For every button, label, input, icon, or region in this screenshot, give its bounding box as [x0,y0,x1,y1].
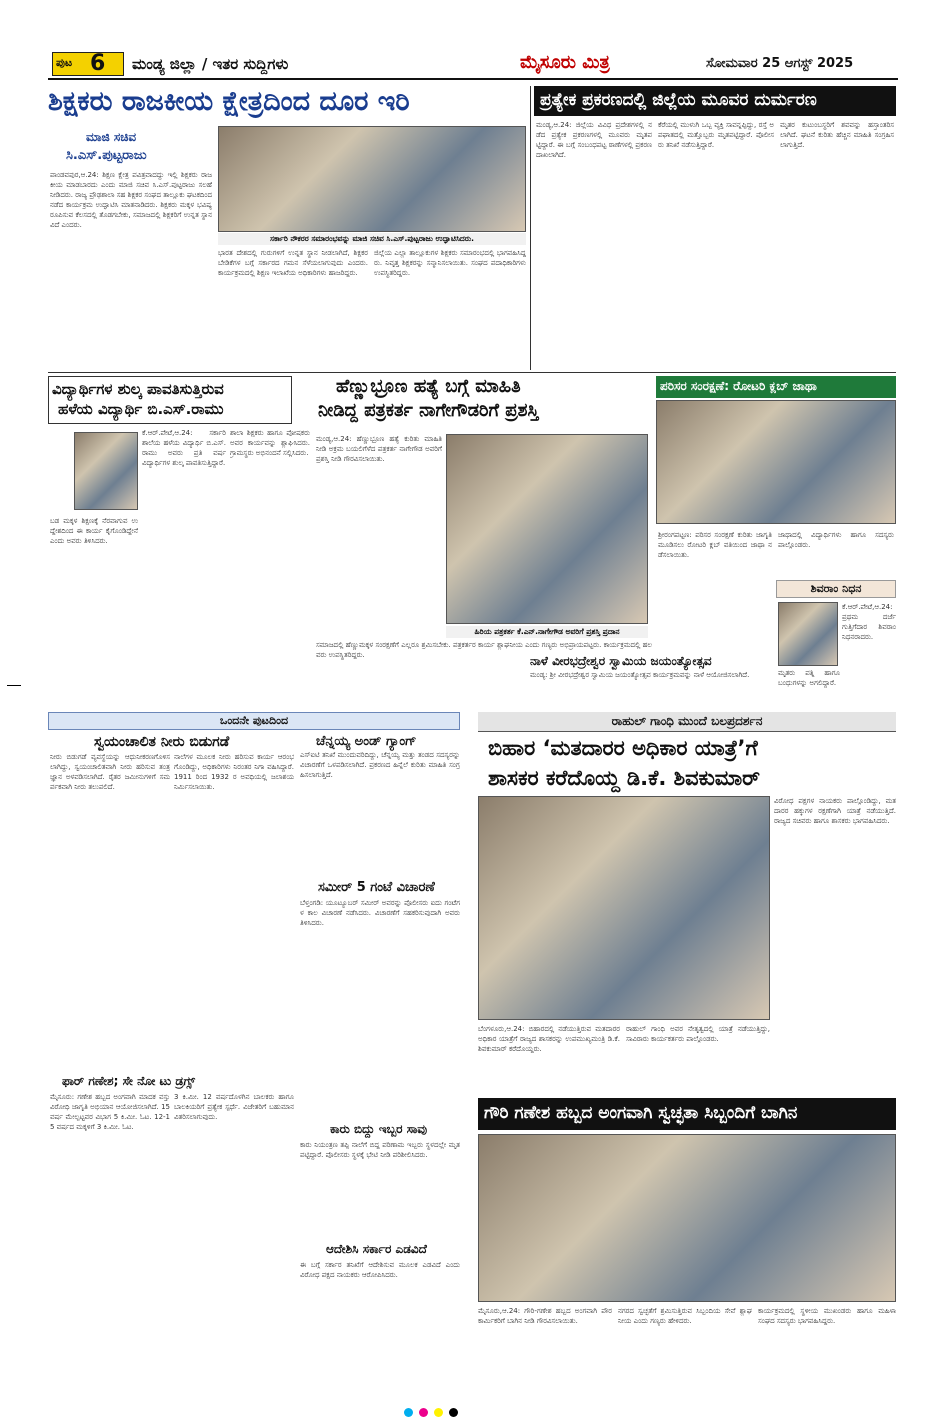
column-rule [530,86,531,370]
award-body: ಸಮಾಜದಲ್ಲಿ ಹೆಣ್ಣುಮಕ್ಕಳ ಸಂರಕ್ಷಣೆಗೆ ಎಲ್ಲರೂ ಶ್ರಮಿಸಬೇಕು. ಪತ್ರಕರ್ತರ ಕಾರ್ಯ ಶ್ಲಾಘನೀಯ ಎಂದು ಗಣ್ಯರು ಅಭಿಪ್ರಾಯಪಟ್ಟರು. ಕಾರ್ಯಕ್ರಮದಲ್ಲಿ ಹಲವರು ಉಪಸ್ಥಿತರಿದ್ದರು. [316,641,652,659]
alumni-col-3: ಶಾಲಾ ಶಿಕ್ಷಕರು ಹಾಗೂ ಪೋಷಕರು ಅವರ ಕಾರ್ಯವನ್ನು ಶ್ಲಾಘಿಸಿದರು. ಗ್ರಾಮಸ್ಥರು ಅಭಿನಂದನೆ ಸಲ್ಲಿಸಿದರು. [230,429,310,457]
rotary-col-1: ಶ್ರೀರಂಗಪಟ್ಟಣ: ಪರಿಸರ ಸಂರಕ್ಷಣೆ ಕುರಿತು ಜಾಗೃತಿ ಮೂಡಿಸಲು ರೋಟರಿ ಕ್ಲಬ್ ವತಿಯಿಂದ ಜಾಥಾ ನಡೆಸಲಾಯಿತು. [658,531,772,559]
jayanti-headline: ನಾಳೆ ವೀರಭದ್ರೇಶ್ವರ ಸ್ವಾಮಿಯ ಜಯಂತ್ಯೋತ್ಸವ [530,654,712,668]
alumni-headline-2: ಹಳೆಯ ವಿದ್ಯಾರ್ಥಿ ಬಿ.ಎಸ್.ರಾಮು [58,400,224,418]
masthead: ಮೈಸೂರು ಮಿತ್ರ [520,52,610,73]
rahul-col-3: ರಾಹುಲ್ ಗಾಂಧಿ ಅವರ ನೇತೃತ್ವದಲ್ಲಿ ಯಾತ್ರೆ ನಡೆಯುತ್ತಿದ್ದು, ಸಾವಿರಾರು ಕಾರ್ಯಕರ್ತರು ಪಾಲ್ಗೊಂಡರು. [626,1025,770,1043]
drugs-col-1: ಮೈಸೂರು: ಗಣೇಶ ಹಬ್ಬದ ಅಂಗವಾಗಿ ಮಾದಕ ವಸ್ತು ವಿರೋಧಿ ಜಾಗೃತಿ ಅಭಿಯಾನ ಆಯೋಜಿಸಲಾಗಿದೆ. 15 ವರ್ಷ ಮೇಲ್ಪಟ್ಟವರ ವಿಭಾಗ 5 ಕಿ.ಮೀ. ಓಟ. 12-15 ವರ್ಷದ ಮಕ್ಕಳಿಗೆ 3 ಕಿ.ಮೀ. ಓಟ. [50,1093,170,1131]
alumni-col-2: ಬಡ ಮಕ್ಕಳ ಶಿಕ್ಷಣಕ್ಕೆ ನೆರವಾಗುವ ಉದ್ದೇಶದಿಂದ ಈ ಕಾರ್ಯ ಕೈಗೊಂಡಿದ್ದೇನೆ ಎಂದು ಅವರು ತಿಳಿಸಿದರು. [50,517,138,545]
issue-date: ಸೋಮವಾರ 25 ಆಗಸ್ಟ್ 2025 [706,56,854,71]
award-photo [446,434,648,624]
sameer-body: ಬೆಳ್ತಂಗಡಿ: ಯೂಟ್ಯೂಬರ್ ಸಮೀರ್ ಅವರನ್ನು ಪೊಲೀಸರು ಐದು ಗಂಟೆಗಳ ಕಾಲ ವಿಚಾರಣೆ ನಡೆಸಿದರು. ವಿಚಾರಣೆಗೆ ಸಹಕರಿಸುವುದಾಗಿ ಅವರು ತಿಳಿಸಿದರು. [300,899,460,927]
color-dot [404,1408,413,1417]
drugs-headline: ಫಾರ್ ಗಣೇಶ; ಸೇ ನೋ ಟು ಡ್ರಗ್ಸ್ [62,1074,196,1088]
lead-body-col-1: ಪಾಂಡವಪುರ,ಆ.24: ಶಿಕ್ಷಣ ಕ್ಷೇತ್ರ ಪವಿತ್ರವಾದದ್ದು ಇಲ್ಲಿ ಶಿಕ್ಷಕರು ರಾಜಕೀಯ ಮಾಡಬಾರದು ಎಂದು ಮಾಜಿ ಸಚಿವ ಸಿ.ಎಸ್.ಪುಟ್ಟರಾಜು ಸಲಹೆ ನೀಡಿದರು. ರಾಜ್ಯ ಪ್ರೌಢಶಾಲಾ ಸಹ ಶಿಕ್ಷಕರ ಸಂಘದ ತಾಲ್ಲೂಕು ಘಟಕದಿಂದ ನಡೆದ ಕಾರ್ಯಕ್ರಮ ಉದ್ಘಾಟಿಸಿ ಮಾತನಾಡಿದರು. ಶಿಕ್ಷಕರು ಮಕ್ಕಳ ಭವಿಷ್ಯ ರೂಪಿಸುವ ಕೆಲಸದಲ್ಲಿ ತೊಡಗಬೇಕು, ಸಮಾಜದಲ್ಲಿ ಶಿಕ್ಷಕರಿಗೆ ಉನ್ನತ ಸ್ಥಾನವಿದೆ ಎಂದರು. [50,171,212,229]
drugs-col-2: 3 ಕಿ.ಮೀ. 12 ವರ್ಷದೊಳಗಿನ ಬಾಲಕರು ಹಾಗೂ ಬಾಲಕಿಯರಿಗೆ ಪ್ರತ್ಯೇಕ ಸ್ಪರ್ಧೆ. ವಿಜೇತರಿಗೆ ಬಹುಮಾನ ವಿತರಿಸಲಾಗುವುದು. [174,1093,294,1121]
jayanti-body: ಮಂಡ್ಯ: ಶ್ರೀ ವೀರಭದ್ರೇಶ್ವರ ಸ್ವಾಮಿಯ ಜಯಂತ್ಯೋತ್ಸವ ಕಾರ್ಯಕ್ರಮವನ್ನು ನಾಳೆ ಆಯೋಜಿಸಲಾಗಿದೆ. [530,671,750,679]
gowri-photo [478,1134,896,1302]
obit-photo [778,602,838,666]
rahul-col-2: ಬೆಂಗಳೂರು,ಆ.24: ಬಿಹಾರದಲ್ಲಿ ನಡೆಯುತ್ತಿರುವ ಮತದಾರರ ಅಧಿಕಾರ ಯಾತ್ರೆಗೆ ರಾಜ್ಯದ ಶಾಸಕರನ್ನು ಉಪಮುಖ್ಯಮಂತ್ರಿ ಡಿ.ಕೆ.ಶಿವಕುಮಾರ್ ಕರೆದೊಯ್ದರು. [478,1025,620,1053]
award-headline-1: ಹೆಣ್ಣುಭ್ರೂಣ ಹತ್ಯೆ ಬಗ್ಗೆ ಮಾಹಿತಿ [336,376,521,397]
obit-body-1: ಕೆ.ಆರ್.ಪೇಟೆ,ಆ.24: ಪ್ರಥಮ ದರ್ಜೆ ಗುತ್ತಿಗೆದಾರ ಶಿವರಾಂ ನಿಧನರಾದರು. [842,603,896,641]
rotary-col-2: ಜಾಥಾದಲ್ಲಿ ವಿದ್ಯಾರ್ಥಿಗಳು ಹಾಗೂ ಸದಸ್ಯರು ಪಾಲ್ಗೊಂಡರು. [778,531,894,549]
page-label: ಪುಟ [56,56,73,69]
lead-kicker: ಮಾಜಿ ಸಚಿವ [86,130,137,144]
horizontal-rule [48,372,896,373]
rahul-headline-1: ಬಿಹಾರ ‘ಮತದಾರರ ಅಧಿಕಾರ ಯಾತ್ರೆ’ಗೆ [488,736,758,760]
lead-headline: ಶಿಕ್ಷಕರು ರಾಜಕೀಯ ಕ್ಷೇತ್ರದಿಂದ ದೂರ ಇರಿ [48,86,410,117]
accident-col-3: ಮೃತರ ಕುಟುಂಬಸ್ಥರಿಗೆ ಶವವನ್ನು ಹಸ್ತಾಂತರಿಸಲಾಗಿದೆ. ಘಟನೆ ಕುರಿತು ಹೆಚ್ಚಿನ ಮಾಹಿತಿ ಸಂಗ್ರಹಿಸಲಾಗುತ್ತಿದೆ. [780,121,894,149]
alumni-photo [74,432,138,510]
car-accident-headline: ಕಾರು ಬಿದ್ದು ಇಬ್ಬರ ಸಾವು [330,1122,428,1136]
water-headline: ಸ್ವಯಂಚಾಲಿತ ನೀರು ಬಿಡುಗಡೆ [94,734,230,750]
lead-byline: ಸಿ.ಎಸ್.ಪುಟ್ಟರಾಜು [66,148,147,163]
section-title: ಮಂಡ್ಯ ಜಿಲ್ಲಾ / ಇತರ ಸುದ್ದಿಗಳು [132,55,289,73]
crop-mark [7,685,21,686]
govt-body: ಈ ಬಗ್ಗೆ ಸರ್ಕಾರ ತನಿಖೆಗೆ ಆದೇಶಿಸುವ ಮೂಲಕ ಎಡವಿದೆ ಎಂದು ವಿರೋಧ ಪಕ್ಷದ ನಾಯಕರು ಆರೋಪಿಸಿದರು. [300,1261,460,1279]
gowri-col-2: ನಗರದ ಸ್ವಚ್ಛತೆಗೆ ಶ್ರಮಿಸುತ್ತಿರುವ ಸಿಬ್ಬಂದಿಯ ಸೇವೆ ಶ್ಲಾಘನೀಯ ಎಂದು ಗಣ್ಯರು ಹೇಳಿದರು. [618,1307,752,1325]
color-dot [419,1408,428,1417]
obit-body-2: ಮೃತರು ಪತ್ನಿ ಹಾಗೂ ಬಂಧುಗಳನ್ನು ಅಗಲಿದ್ದಾರೆ. [778,669,840,687]
accident-col-1: ಮಂಡ್ಯ,ಆ.24: ಜಿಲ್ಲೆಯ ವಿವಿಧ ಪ್ರದೇಶಗಳಲ್ಲಿ ನಡೆದ ಪ್ರತ್ಯೇಕ ಪ್ರಕರಣಗಳಲ್ಲಿ ಮೂವರು ಮೃತಪಟ್ಟಿದ್ದಾರೆ. ಈ ಬಗ್ಗೆ ಸಂಬಂಧಪಟ್ಟ ಠಾಣೆಗಳಲ್ಲಿ ಪ್ರಕರಣ ದಾಖಲಾಗಿದೆ. [536,121,652,159]
car-accident-body: ಕಾರು ನಿಯಂತ್ರಣ ತಪ್ಪಿ ನಾಲೆಗೆ ಬಿದ್ದ ಪರಿಣಾಮ ಇಬ್ಬರು ಸ್ಥಳದಲ್ಲೇ ಮೃತಪಟ್ಟಿದ್ದಾರೆ. ಪೊಲೀಸರು ಸ್ಥಳಕ್ಕೆ ಭೇಟಿ ನೀಡಿ ಪರಿಶೀಲಿಸಿದರು. [300,1141,460,1159]
gowri-headline: ಗೌರಿ ಗಣೇಶ ಹಬ್ಬದ ಅಂಗವಾಗಿ ಸ್ವಚ್ಛತಾ ಸಿಬ್ಬಂದಿಗೆ ಬಾಗಿನ [478,1098,896,1130]
rahul-kicker: ರಾಹುಲ್ ಗಾಂಧಿ ಮುಂದೆ ಬಲಪ್ರದರ್ಶನ [478,712,896,732]
lead-photo [218,126,526,232]
page-number: 6 [90,51,106,76]
color-dot [449,1408,458,1417]
rotary-photo [656,400,896,524]
water-col-2: ನಾಲೆಗಳ ಮೂಲಕ ನೀರು ಹರಿಸುವ ಕಾರ್ಯ ಆರಂಭಗೊಂಡಿದ್ದು, ಅಧಿಕಾರಿಗಳು ನಿರಂತರ ನಿಗಾ ವಹಿಸಿದ್ದಾರೆ. 1911 ರಿಂದ 1932 ರ ಅವಧಿಯಲ್ಲಿ ಜಲಾಶಯ ನಿರ್ಮಿಸಲಾಯಿತು. [174,753,294,791]
award-caption: ಹಿರಿಯ ಪತ್ರಕರ್ತ ಕೆ.ಎನ್.ನಾಗೇಗೌಡ ಅವರಿಗೆ ಪ್ರಶಸ್ತಿ ಪ್ರದಾನ [446,626,648,638]
alumni-headline-1: ವಿದ್ಯಾರ್ಥಿಗಳ ಶುಲ್ಕ ಪಾವತಿಸುತ್ತಿರುವ [52,380,224,398]
govt-headline: ಆದೇಶಿಸಿ ಸರ್ಕಾರ ಎಡವಿದೆ [326,1242,427,1256]
water-col-1: ನೀರು ಬಿಡುಗಡೆ ವ್ಯವಸ್ಥೆಯನ್ನು ಆಧುನೀಕರಣಗೊಳಿಸಲಾಗಿದ್ದು, ಸ್ವಯಂಚಾಲಿತವಾಗಿ ನೀರು ಹರಿಸುವ ತಂತ್ರಜ್ಞಾನ ಅಳವಡಿಸಲಾಗಿದೆ. ರೈತರ ಜಮೀನುಗಳಿಗೆ ಸಮರ್ಪಕವಾಗಿ ನೀರು ತಲುಪಲಿದೆ. [50,753,170,791]
rahul-headline-2: ಶಾಸಕರ ಕರೆದೊಯ್ದ ಡಿ.ಕೆ. ಶಿವಕುಮಾರ್ [488,766,761,790]
color-dot [434,1408,443,1417]
award-col-1: ಮಂಡ್ಯ,ಆ.24: ಹೆಣ್ಣುಭ್ರೂಣ ಹತ್ಯೆ ಕುರಿತು ಮಾಹಿತಿ ನೀಡಿ ಅಕ್ರಮ ಬಯಲಿಗೆಳೆದ ಪತ್ರಕರ್ತ ನಾಗೇಗೌಡ ಅವರಿಗೆ ಪ್ರಶಸ್ತಿ ನೀಡಿ ಗೌರವಿಸಲಾಯಿತು. [316,435,442,463]
gang-headline: ಚೆನ್ನಯ್ಯ ಅಂಡ್ ಗ್ಯಾಂಗ್ [316,734,417,749]
gang-body: ಎಸ್ಐಟಿ ತನಿಖೆ ಮುಂದುವರಿದಿದ್ದು, ಚೆನ್ನಯ್ಯ ಮತ್ತು ತಂಡದ ಸದಸ್ಯರನ್ನು ವಿಚಾರಣೆಗೆ ಒಳಪಡಿಸಲಾಗಿದೆ. ಪ್ರಕರಣದ ಹಿನ್ನೆಲೆ ಕುರಿತು ಮಾಹಿತಿ ಸಂಗ್ರಹಿಸಲಾಗುತ್ತಿದೆ. [300,751,460,779]
sameer-headline: ಸಮೀರ್ 5 ಗಂಟೆ ವಿಚಾರಣೆ [318,880,435,895]
lead-caption: ಸರ್ಕಾರಿ ನೌಕರರ ಸಮಾರಂಭವನ್ನು ಮಾಜಿ ಸಚಿವ ಸಿ.ಎಸ್.ಪುಟ್ಟರಾಜು ಉದ್ಘಾಟಿಸಿದರು. [218,233,526,245]
accident-col-2: ಕೆರೆಯಲ್ಲಿ ಮುಳುಗಿ ಒಬ್ಬ ವ್ಯಕ್ತಿ ಸಾವನ್ನಪ್ಪಿದ್ದು, ರಸ್ತೆ ಅಪಘಾತದಲ್ಲಿ ಮತ್ತೊಬ್ಬರು ಮೃತಪಟ್ಟಿದ್ದಾರೆ. ಪೊಲೀಸರು ತನಿಖೆ ನಡೆಸುತ್ತಿದ್ದಾರೆ. [658,121,774,149]
alumni-col-1: ಕೆ.ಆರ್.ಪೇಟೆ,ಆ.24: ಸರ್ಕಾರಿ ಶಾಲೆಯ ಹಳೆಯ ವಿದ್ಯಾರ್ಥಿ ಬಿ.ಎಸ್.ರಾಮು ಅವರು ಪ್ರತಿ ವರ್ಷ ವಿದ್ಯಾರ್ಥಿಗಳ ಶುಲ್ಕ ಪಾವತಿಸುತ್ತಿದ್ದಾರೆ. [142,429,226,467]
gowri-col-3: ಕಾರ್ಯಕ್ರಮದಲ್ಲಿ ಸ್ಥಳೀಯ ಮುಖಂಡರು ಹಾಗೂ ಮಹಿಳಾ ಸಂಘದ ಸದಸ್ಯರು ಭಾಗವಹಿಸಿದ್ದರು. [758,1307,896,1325]
rotary-headline: ಪರಿಸರ ಸಂರಕ್ಷಣೆ: ರೋಟರಿ ಕ್ಲಬ್ ಜಾಥಾ [656,376,896,398]
lead-body-col-3: ಜಿಲ್ಲೆಯ ಎಲ್ಲಾ ತಾಲ್ಲೂಕುಗಳ ಶಿಕ್ಷಕರು ಸಮಾರಂಭದಲ್ಲಿ ಭಾಗವಹಿಸಿದ್ದರು. ನಿವೃತ್ತ ಶಿಕ್ಷಕರನ್ನು ಸನ್ಮಾನಿಸಲಾಯಿತು. ಸಂಘದ ಪದಾಧಿಕಾರಿಗಳು ಉಪಸ್ಥಿತರಿದ್ದರು. [374,249,526,277]
rahul-col-1: ವಿರೋಧ ಪಕ್ಷಗಳ ನಾಯಕರು ಪಾಲ್ಗೊಂಡಿದ್ದು, ಮತದಾರರ ಹಕ್ಕುಗಳ ರಕ್ಷಣೆಗಾಗಿ ಯಾತ್ರೆ ನಡೆಯುತ್ತಿದೆ. ರಾಜ್ಯದ ಸಚಿವರು ಹಾಗೂ ಶಾಸಕರು ಭಾಗವಹಿಸಿದರು. [774,797,896,825]
right-top-headline: ಪ್ರತ್ಯೇಕ ಪ್ರಕರಣದಲ್ಲಿ ಜಿಲ್ಲೆಯ ಮೂವರ ದುರ್ಮರಣ [534,86,896,116]
lead-body-col-2: ಭಾರತ ದೇಶದಲ್ಲಿ ಗುರುಗಳಿಗೆ ಉನ್ನತ ಸ್ಥಾನ ನೀಡಲಾಗಿದೆ, ಶಿಕ್ಷಕರ ಬೇಡಿಕೆಗಳ ಬಗ್ಗೆ ಸರ್ಕಾರದ ಗಮನ ಸೆಳೆಯಲಾಗುವುದು ಎಂದರು. ಕಾರ್ಯಕ್ರಮದಲ್ಲಿ ಶಿಕ್ಷಣ ಇಲಾಖೆಯ ಅಧಿಕಾರಿಗಳು ಹಾಜರಿದ್ದರು. [218,249,368,277]
rahul-photo [478,796,770,1020]
award-headline-2: ನೀಡಿದ್ದ ಪತ್ರಕರ್ತ ನಾಗೇಗೌಡರಿಗೆ ಪ್ರಶಸ್ತಿ [318,400,539,421]
gowri-col-1: ಮೈಸೂರು,ಆ.24: ಗೌರಿ-ಗಣೇಶ ಹಬ್ಬದ ಅಂಗವಾಗಿ ಪೌರಕಾರ್ಮಿಕರಿಗೆ ಬಾಗಿನ ನೀಡಿ ಗೌರವಿಸಲಾಯಿತು. [478,1307,612,1325]
continued-bar: ಒಂದನೇ ಪುಟದಿಂದ [48,712,460,730]
obit-headline: ಶಿವರಾಂ ನಿಧನ [776,580,896,598]
